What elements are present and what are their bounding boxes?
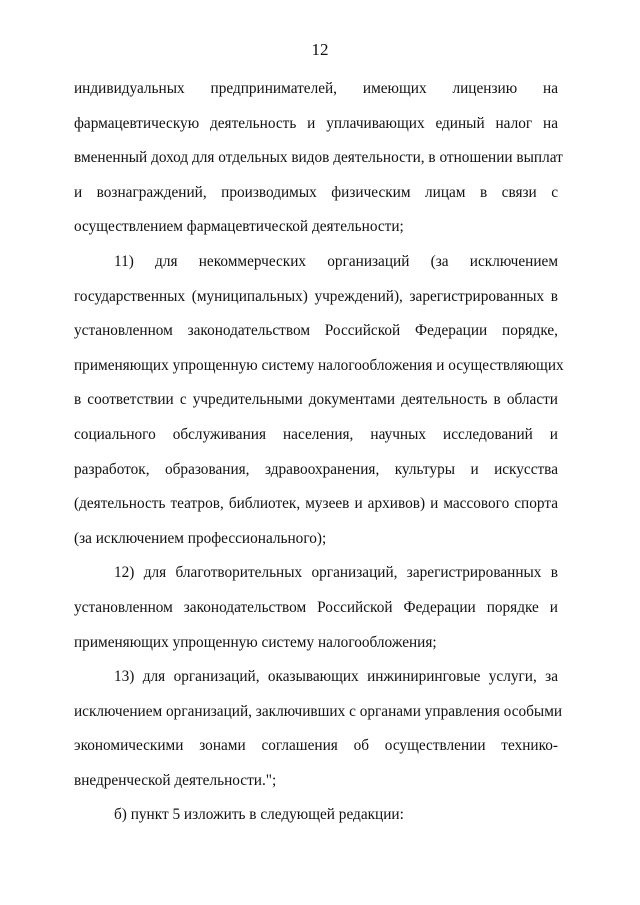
text-line: внедренческой деятельности."; bbox=[74, 771, 277, 789]
page-number: 12 bbox=[311, 40, 329, 59]
text-line: фармацевтическую деятельность и уплачивающих единый налог на bbox=[74, 114, 558, 132]
text-line: экономическими зонами соглашения об осуществлении технико- bbox=[74, 737, 558, 755]
text-line: установленном законодательством Российской Федерации порядке, bbox=[74, 322, 558, 340]
item-11-line: 11) для некоммерческих организаций (за исключением bbox=[114, 252, 558, 270]
text-line: (деятельность театров, библиотек, музеев и архивов) и массового спорта bbox=[74, 495, 558, 513]
text-line: социального обслуживания населения, научных исследований и bbox=[74, 425, 558, 443]
text-line: (за исключением профессионального); bbox=[74, 529, 327, 547]
text-line: в соответствии с учредительными документами деятельность в области bbox=[74, 391, 558, 409]
text-line: применяющих упрощенную систему налогообложения; bbox=[74, 633, 437, 651]
text-line: разработок, образования, здравоохранения, культуры и искусства bbox=[74, 460, 558, 478]
text-line: исключением организаций, заключивших с органами управления особыми bbox=[74, 702, 563, 720]
item-13-line: 13) для организаций, оказывающих инжиниринговые услуги, за bbox=[114, 668, 558, 686]
document-body bbox=[74, 77, 564, 838]
subitem-b-line: б) пункт 5 изложить в следующей редакции: bbox=[114, 806, 404, 824]
text-line: индивидуальных предпринимателей, имеющих лицензию на bbox=[74, 80, 558, 97]
text-line: вмененный доход для отдельных видов деятельности, в отношении выплат bbox=[74, 149, 563, 167]
text-line: государственных (муниципальных) учреждений), зарегистрированных в bbox=[74, 287, 558, 305]
item-12-line: 12) для благотворительных организаций, зарегистрированных в bbox=[114, 564, 558, 582]
text-line: и вознаграждений, производимых физическим лицам в связи с bbox=[74, 183, 558, 201]
text-line: применяющих упрощенную систему налогообложения и осуществляющих bbox=[74, 356, 564, 374]
text-line: осуществлением фармацевтической деятельности; bbox=[74, 218, 404, 236]
text-line: установленном законодательством Российской Федерации порядке и bbox=[74, 598, 558, 616]
